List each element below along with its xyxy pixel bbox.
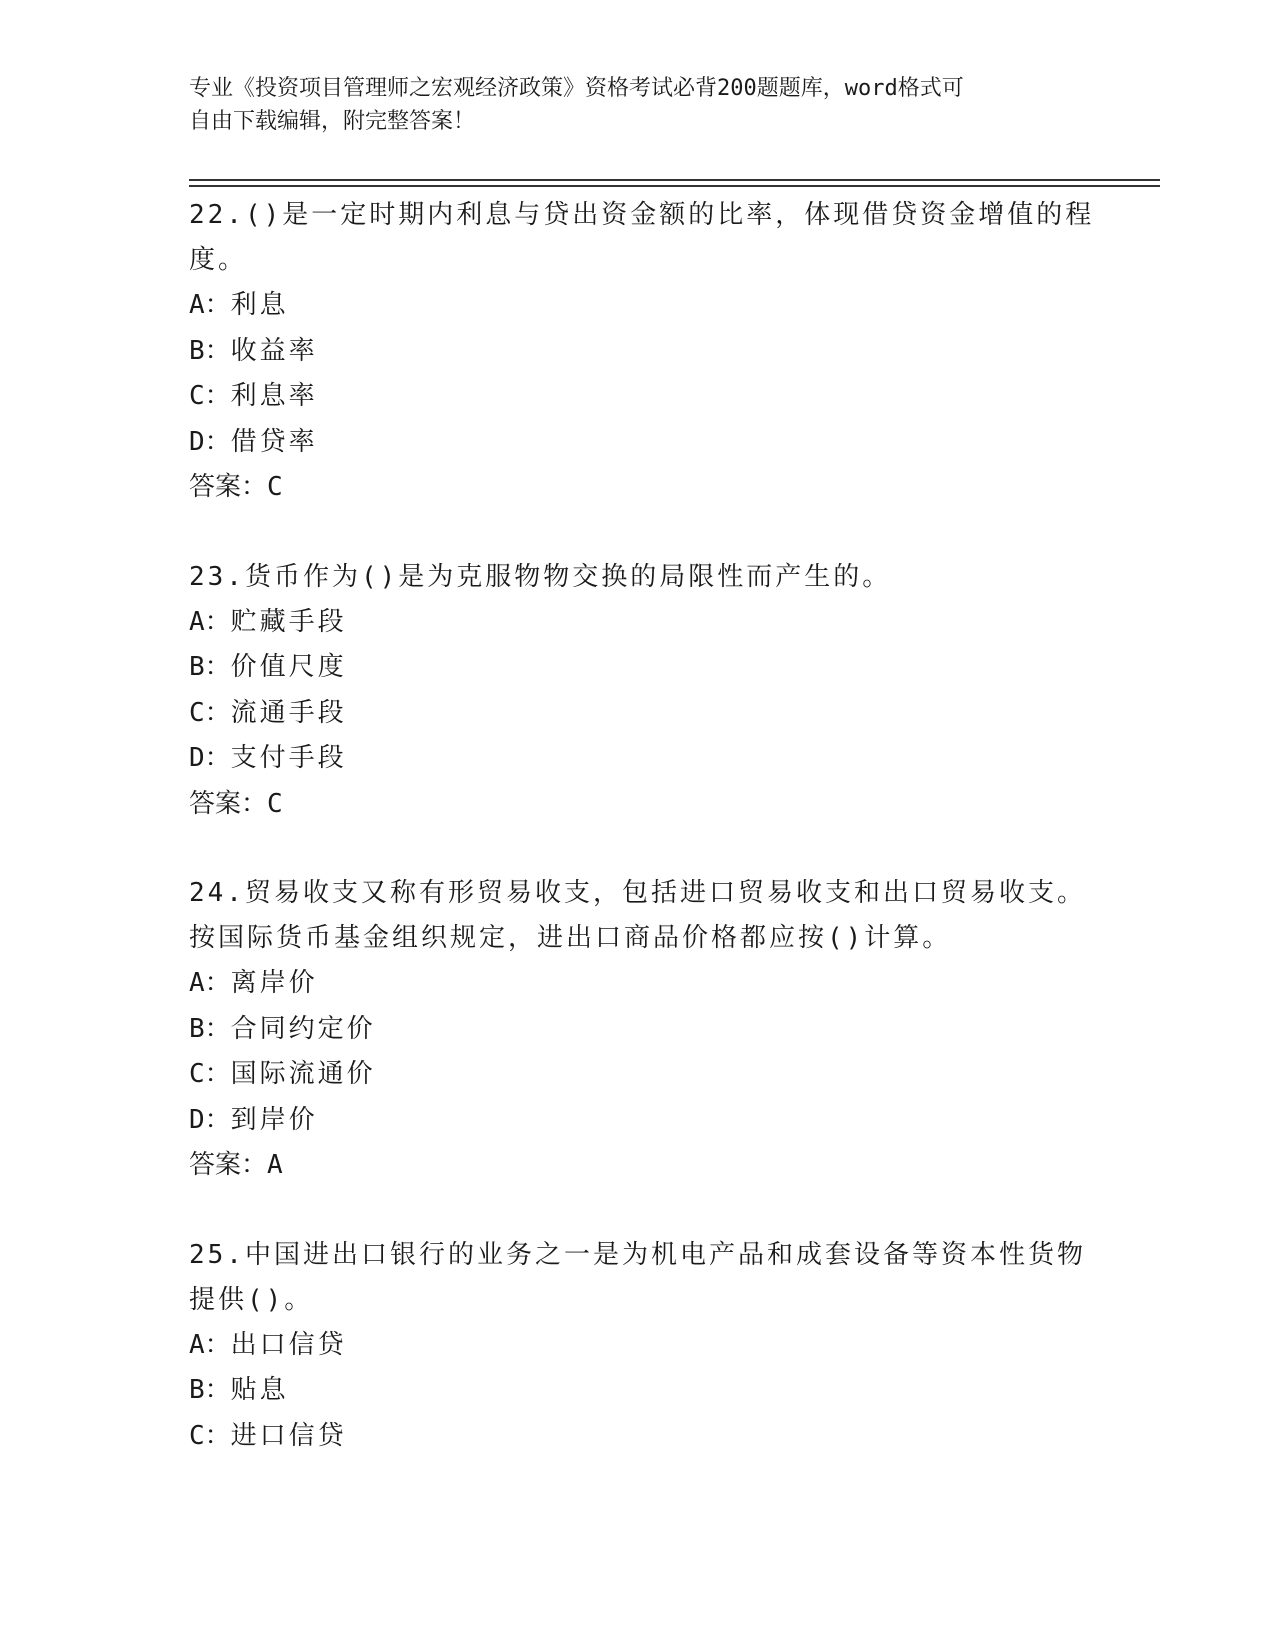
header-divider-top xyxy=(189,179,1160,181)
stem-line: 按国际货币基金组织规定，进出口商品价格都应按()计算。 xyxy=(189,923,952,953)
option-letter: A： xyxy=(189,1329,231,1360)
question-stem xyxy=(189,871,1089,961)
option-text: 借贷率 xyxy=(230,426,318,457)
question-24 xyxy=(189,871,1089,1189)
option-letter: C： xyxy=(189,1059,231,1089)
stem-line: 25.中国进出口银行的业务之一是为机电产品和成套设备等资本性货物 xyxy=(189,1239,1086,1270)
option-text: 支付手段 xyxy=(230,743,347,773)
option-text: 国际流通价 xyxy=(230,1059,376,1089)
stem-line: 提供()。 xyxy=(189,1284,314,1315)
option-letter: A： xyxy=(189,290,231,320)
option-letter: A： xyxy=(189,606,231,637)
option-text: 利息率 xyxy=(230,381,318,411)
option-text: 利息 xyxy=(230,290,289,320)
option-letter: D： xyxy=(189,1104,231,1135)
option-a xyxy=(189,600,1089,646)
answer-line xyxy=(189,465,1089,511)
option-a xyxy=(189,961,1089,1007)
option-b xyxy=(189,329,1089,375)
question-22 xyxy=(189,193,1095,511)
header-divider-bottom xyxy=(189,185,1160,187)
header-line-1: 专业《投资项目管理师之宏观经济政策》资格考试必背200题题库，word格式可 xyxy=(189,76,964,101)
option-letter: C： xyxy=(189,381,231,411)
option-text: 进口信贷 xyxy=(230,1420,347,1451)
option-letter: B： xyxy=(189,1013,231,1044)
option-c xyxy=(189,691,1089,737)
option-text: 离岸价 xyxy=(230,968,318,998)
option-letter: D： xyxy=(189,426,231,457)
stem-line: 23.货币作为()是为克服物物交换的局限性而产生的。 xyxy=(189,561,892,592)
option-letter: C： xyxy=(189,697,231,728)
option-text: 价值尺度 xyxy=(230,652,347,682)
option-c xyxy=(189,374,1089,420)
answer-value: C xyxy=(267,472,283,502)
option-text: 流通手段 xyxy=(230,697,347,728)
answer-label: 答案： xyxy=(189,1150,268,1180)
option-b xyxy=(189,645,1089,691)
option-a xyxy=(189,283,1089,329)
option-b xyxy=(189,1007,1089,1053)
option-text: 合同约定价 xyxy=(230,1013,376,1044)
option-d xyxy=(189,420,1089,466)
question-stem xyxy=(189,1233,1089,1323)
stem-line: 度。 xyxy=(189,245,248,275)
option-d xyxy=(189,1098,1089,1144)
option-text: 出口信贷 xyxy=(230,1329,347,1360)
answer-label: 答案： xyxy=(189,788,268,819)
option-a xyxy=(189,1323,1089,1369)
answer-line xyxy=(189,782,1089,828)
option-text: 贮藏手段 xyxy=(230,606,347,637)
header-line-2: 自由下载编辑，附完整答案！ xyxy=(189,109,476,134)
question-23 xyxy=(189,555,1089,828)
option-text: 贴息 xyxy=(230,1375,289,1405)
question-list xyxy=(189,193,1095,1503)
answer-line xyxy=(189,1143,1089,1189)
option-text: 到岸价 xyxy=(230,1104,318,1135)
answer-value: C xyxy=(267,788,283,819)
option-letter: C： xyxy=(189,1420,231,1451)
stem-line: 24.贸易收支又称有形贸易收支，包括进口贸易收支和出口贸易收支。 xyxy=(189,878,1086,908)
question-25 xyxy=(189,1233,1089,1460)
option-b xyxy=(189,1368,1089,1414)
option-c xyxy=(189,1414,1089,1460)
option-letter: B： xyxy=(189,1375,231,1405)
option-letter: B： xyxy=(189,335,231,366)
answer-value: A xyxy=(267,1150,283,1180)
question-stem xyxy=(189,555,1089,600)
option-text: 收益率 xyxy=(230,335,318,366)
option-c xyxy=(189,1052,1089,1098)
question-stem xyxy=(189,193,1095,283)
stem-line: 22.()是一定时期内利息与贷出资金额的比率，体现借贷资金增值的程 xyxy=(189,200,1095,230)
option-d xyxy=(189,736,1089,782)
answer-label: 答案： xyxy=(189,472,268,502)
document-header xyxy=(189,72,1069,138)
option-letter: D： xyxy=(189,743,231,773)
option-letter: A： xyxy=(189,968,231,998)
option-letter: B： xyxy=(189,652,231,682)
